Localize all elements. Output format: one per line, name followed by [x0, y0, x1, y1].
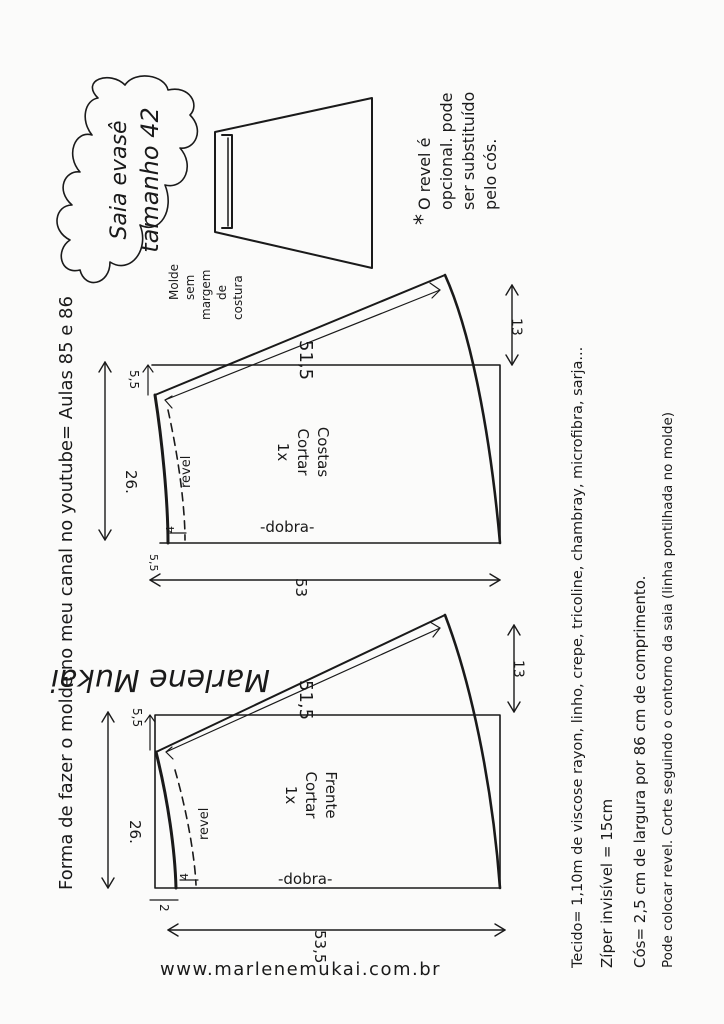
seam-note-4: de: [215, 285, 229, 300]
front-label-3: 1x: [282, 785, 300, 805]
waistband-note: Cós= 2,5 cm de largura por 86 cm de comprimento.: [631, 575, 649, 968]
back-waist-rise: 5,5: [127, 370, 141, 390]
zipper-note: Zíper invisível = 15cm: [598, 798, 616, 968]
front-waist-rise: 5,5: [130, 708, 144, 728]
signature: Marlene Mukai: [50, 662, 270, 697]
back-facing-width: 4: [164, 526, 177, 533]
back-width: 53: [292, 578, 310, 598]
back-facing: revel: [179, 455, 194, 488]
front-corner: 2: [157, 904, 171, 912]
front-hip-length: 51,5: [295, 680, 316, 721]
back-hip-length: 51,5: [295, 340, 316, 381]
front-side-length: 26.: [126, 820, 144, 844]
facing-note: Pode colocar revel. Corte seguindo o contorno da saia (linha pontilhada no molde): [660, 411, 676, 968]
note-star: *: [411, 214, 436, 225]
seam-note-2: sem: [183, 274, 197, 300]
front-width: 53,5: [311, 930, 329, 964]
seam-note-3: margem: [199, 269, 213, 320]
back-label-3: 1x: [274, 442, 292, 462]
seam-allowance-note: [167, 264, 245, 320]
back-label-2: Cortar: [294, 428, 312, 476]
header-line: Forma de fazer o molde no meu canal no youtube= Aulas 85 e 86: [56, 296, 77, 890]
back-piece: [99, 275, 524, 597]
front-facing-width: 4: [178, 873, 191, 880]
note-line-3: ser substituído: [459, 91, 478, 210]
website: www.marlenemukai.com.br: [160, 959, 442, 980]
note-line-4: pelo cós.: [481, 138, 500, 210]
front-label-1: Frente: [322, 771, 340, 819]
front-label-2: Cortar: [302, 771, 320, 819]
front-fold: -dobra-: [278, 870, 333, 888]
front-facing: revel: [197, 807, 212, 840]
pattern-size: tamanho 42: [136, 107, 164, 253]
pattern-name: Saia evasê: [107, 120, 132, 240]
note-line-1: O revel é: [415, 137, 434, 210]
seam-note-5: costura: [231, 275, 245, 320]
back-side-length: 26.: [122, 470, 140, 494]
back-corner: 5,5: [147, 554, 160, 572]
seam-note-1: Molde: [167, 263, 181, 300]
front-hem-rise: 13: [510, 660, 526, 678]
back-fold: -dobra-: [260, 518, 315, 536]
back-label-1: Costas: [314, 426, 332, 478]
back-hem-rise: 13: [508, 318, 524, 336]
fabric-note: Tecido= 1,10m de viscose rayon, linho, crepe, tricoline, chambray, microfibra, sarja...: [570, 346, 586, 968]
note-line-2: opcional. pode: [437, 92, 456, 210]
skirt-thumbnail: [215, 98, 372, 268]
